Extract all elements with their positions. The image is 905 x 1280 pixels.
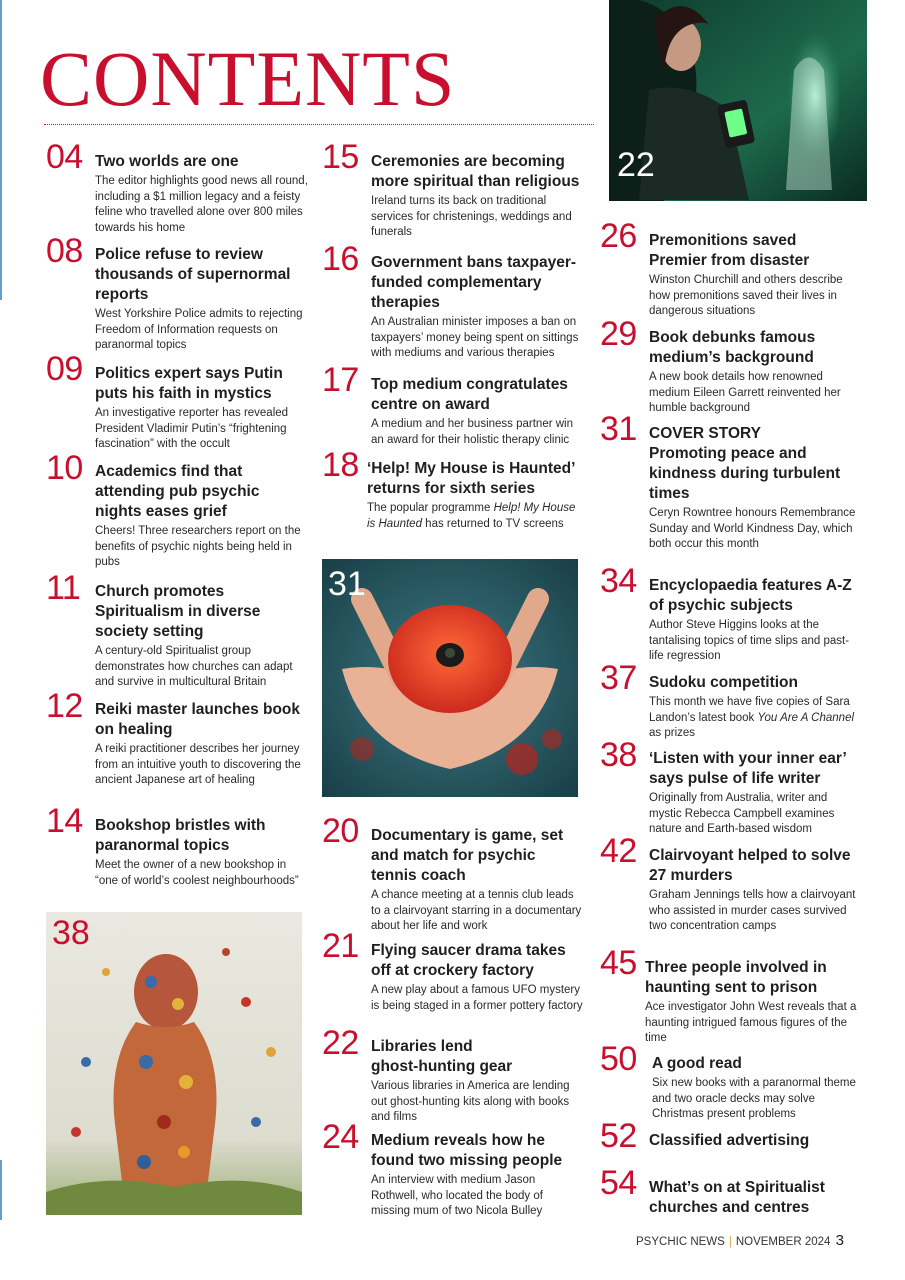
entry-summary: A new play about a famous UFO mystery is being staged in a former pottery factory — [371, 984, 583, 1012]
footer-separator: | — [728, 1236, 732, 1248]
butterfly-photo-page-number: 38 — [52, 914, 90, 952]
ghost-photo-page-number: 22 — [617, 146, 655, 184]
entry-page-number: 50 — [600, 1040, 637, 1078]
entry-headline: Libraries lend ghost-hunting gear — [371, 1038, 513, 1075]
entry-summary: A chance meeting at a tennis club leads to a clairvoyant starring in a documentary about her life and work — [371, 889, 582, 932]
entry-summary: Six new books with a paranormal theme and two oracle decks may solve Christmas present problems — [652, 1077, 856, 1120]
entry-summary: Various libraries in America are lending out ghost-hunting kits along with books and films — [371, 1080, 570, 1123]
contents-entry[interactable] — [46, 234, 308, 354]
entry-summary: Originally from Australia, writer and mystic Rebecca Campbell examines nature and Earth-based wisdom — [649, 792, 835, 835]
page-title: CONTENTS — [40, 35, 456, 122]
contents-entry[interactable] — [322, 1026, 584, 1126]
contents-entry[interactable] — [600, 661, 858, 742]
entry-page-number: 21 — [322, 927, 359, 965]
entry-headline: Bookshop bristles with paranormal topics — [95, 817, 266, 854]
entry-page-number: 18 — [322, 446, 359, 484]
entry-headline: What’s on at Spiritualist churches and centres — [649, 1179, 825, 1216]
entry-headline: Sudoku competition — [649, 674, 798, 691]
entry-page-number: 42 — [600, 832, 637, 870]
entry-page-number: 14 — [46, 802, 83, 840]
entry-page-number: 15 — [322, 138, 359, 176]
entry-headline: Politics expert says Putin puts his faith in mystics — [95, 365, 283, 402]
contents-entry[interactable] — [600, 564, 858, 665]
entry-headline: Government bans taxpayer-funded complementary therapies — [371, 254, 577, 311]
contents-entry[interactable] — [46, 804, 308, 889]
entry-summary: A new book details how renowned medium Eileen Garrett reinvented her humble background — [649, 371, 841, 414]
entry-headline: Reiki master launches book on healing — [95, 701, 301, 738]
entry-headline: A good read — [652, 1055, 742, 1072]
entry-headline: Classified advertising — [649, 1132, 810, 1149]
entry-headline: ‘Listen with your inner ear’ says pulse of life writer — [649, 750, 846, 787]
entry-summary: Cheers! Three researchers report on the benefits of psychic nights being held in pubs — [95, 525, 301, 568]
entry-page-number: 22 — [322, 1024, 359, 1062]
contents-entry[interactable] — [322, 1120, 584, 1220]
poppy-photo-page-number: 31 — [328, 565, 366, 603]
entry-page-number: 37 — [600, 659, 637, 697]
entry-summary: The editor highlights good news all round, including a $1 million legacy and a feisty feline who travelled alone over 800 miles towards his home — [95, 175, 308, 234]
entry-headline: Academics find that attending pub psychic nights eases grief — [95, 463, 260, 520]
entry-headline: Promoting peace and kindness during turbulent times — [649, 445, 841, 502]
entry-page-number: 31 — [600, 410, 637, 448]
entry-summary: A century-old Spiritualist group demonstrates how churches can adapt and survive in multicultural Britain — [95, 645, 293, 688]
cover-story-kicker: COVER STORY — [649, 425, 761, 442]
title-rule — [44, 124, 594, 125]
entry-summary: The popular programme Help! My House is Haunted has returned to TV screens — [367, 502, 576, 530]
contents-entry[interactable] — [46, 571, 308, 691]
poppy-photo — [322, 559, 578, 797]
entry-page-number: 09 — [46, 350, 83, 388]
entry-headline: Premonitions saved Premier from disaster — [649, 232, 810, 269]
entry-page-number: 29 — [600, 315, 637, 353]
entry-headline: ‘Help! My House is Haunted’ returns for sixth series — [367, 460, 575, 497]
entry-headline: Flying saucer drama takes off at crockery factory — [371, 942, 566, 979]
entry-summary: Author Steve Higgins looks at the tantalising topics of time slips and past-life regression — [649, 619, 850, 662]
entry-summary: Ceryn Rowntree honours Remembrance Sunday and World Kindness Day, which both occur this month — [649, 507, 856, 550]
entry-page-number: 04 — [46, 138, 83, 176]
contents-entry[interactable] — [322, 242, 584, 362]
ghost-hunter-photo — [609, 0, 867, 201]
page-edge-strip — [0, 0, 2, 300]
entry-summary: Ireland turns its back on traditional services for christenings, weddings and funerals — [371, 195, 572, 238]
contents-entry[interactable] — [600, 946, 858, 1047]
entry-headline: Three people involved in haunting sent to prison — [645, 959, 827, 996]
contents-entry[interactable] — [46, 451, 308, 571]
contents-entry[interactable] — [600, 219, 858, 320]
contents-entry[interactable] — [600, 1117, 858, 1155]
contents-entry[interactable] — [46, 352, 308, 453]
contents-entry[interactable] — [322, 929, 584, 1014]
entry-summary: Graham Jennings tells how a clairvoyant who assisted in murder cases survived two concentration camps — [649, 889, 856, 932]
contents-entry[interactable] — [322, 448, 584, 532]
contents-entry[interactable] — [46, 140, 308, 236]
butterfly-figure-photo — [46, 912, 302, 1215]
entry-summary: This month we have five copies of Sara Landon’s latest book You Are A Channel as prizes — [649, 696, 855, 739]
magazine-name: PSYCHIC NEWS — [636, 1236, 725, 1248]
entry-summary: West Yorkshire Police admits to rejecting Freedom of Information requests on paranormal topics — [95, 308, 303, 351]
entry-page-number: 34 — [600, 562, 637, 600]
contents-entry[interactable] — [322, 140, 584, 241]
page-footer — [636, 1232, 844, 1249]
page-edge-strip — [0, 1160, 2, 1220]
entry-page-number: 08 — [46, 232, 83, 270]
entry-page-number: 24 — [322, 1118, 359, 1156]
entry-page-number: 38 — [600, 736, 637, 774]
entry-headline: Book debunks famous medium’s background — [649, 329, 816, 366]
contents-entry[interactable] — [600, 317, 858, 417]
page-number: 3 — [835, 1232, 844, 1249]
entry-headline: Two worlds are one — [95, 153, 239, 170]
contents-entry[interactable] — [600, 412, 858, 553]
entry-page-number: 20 — [322, 812, 359, 850]
entry-headline: Ceremonies are becoming more spiritual than religious — [371, 153, 580, 190]
entry-headline: Top medium congratulates centre on award — [371, 376, 568, 413]
entry-page-number: 26 — [600, 217, 637, 255]
contents-entry[interactable] — [322, 363, 584, 448]
entry-headline: Police refuse to review thousands of supernormal reports — [95, 246, 291, 303]
contents-entry[interactable] — [46, 689, 308, 789]
entry-headline: Clairvoyant helped to solve 27 murders — [649, 847, 851, 884]
entry-page-number: 16 — [322, 240, 359, 278]
contents-entry[interactable] — [600, 1042, 858, 1123]
entry-summary: An investigative reporter has revealed President Vladimir Putin’s “frightening fascination” with the occult — [95, 407, 289, 450]
entry-page-number: 52 — [600, 1117, 637, 1155]
contents-entry[interactable] — [600, 1166, 858, 1218]
issue-date: NOVEMBER 2024 — [735, 1236, 831, 1248]
entry-summary: A medium and her business partner win an award for their holistic therapy clinic — [371, 418, 573, 446]
entry-page-number: 45 — [600, 944, 637, 982]
entry-headline: Documentary is game, set and match for psychic tennis coach — [371, 827, 564, 884]
entry-headline: Church promotes Spiritualism in diverse society setting — [95, 583, 261, 640]
entry-page-number: 10 — [46, 449, 83, 487]
entry-page-number: 17 — [322, 361, 359, 399]
entry-page-number: 11 — [46, 569, 81, 607]
entry-summary: An interview with medium Jason Rothwell, who located the body of missing mum of two Nicola Bulley — [371, 1174, 543, 1217]
contents-entry[interactable] — [600, 834, 858, 935]
entry-page-number: 54 — [600, 1164, 637, 1202]
entry-summary: Winston Churchill and others describe how premonitions saved their lives in dangerous situations — [649, 274, 843, 317]
entry-headline: Medium reveals how he found two missing people — [371, 1132, 563, 1169]
entry-summary: Meet the owner of a new bookshop in “one of world’s coolest neighbourhoods” — [95, 859, 299, 887]
contents-entry[interactable] — [322, 814, 584, 935]
contents-entry[interactable] — [600, 738, 858, 838]
entry-headline: Encyclopaedia features A-Z of psychic subjects — [649, 577, 852, 614]
entry-summary: An Australian minister imposes a ban on taxpayers’ money being spent on sittings with mediums and various therapies — [371, 316, 579, 359]
entry-summary: A reiki practitioner describes her journey from an intuitive youth to discovering the ancient Japanese art of healing — [95, 743, 301, 786]
entry-page-number: 12 — [46, 687, 83, 725]
entry-summary: Ace investigator John West reveals that a haunting intrigued famous figures of the time — [645, 1001, 857, 1044]
